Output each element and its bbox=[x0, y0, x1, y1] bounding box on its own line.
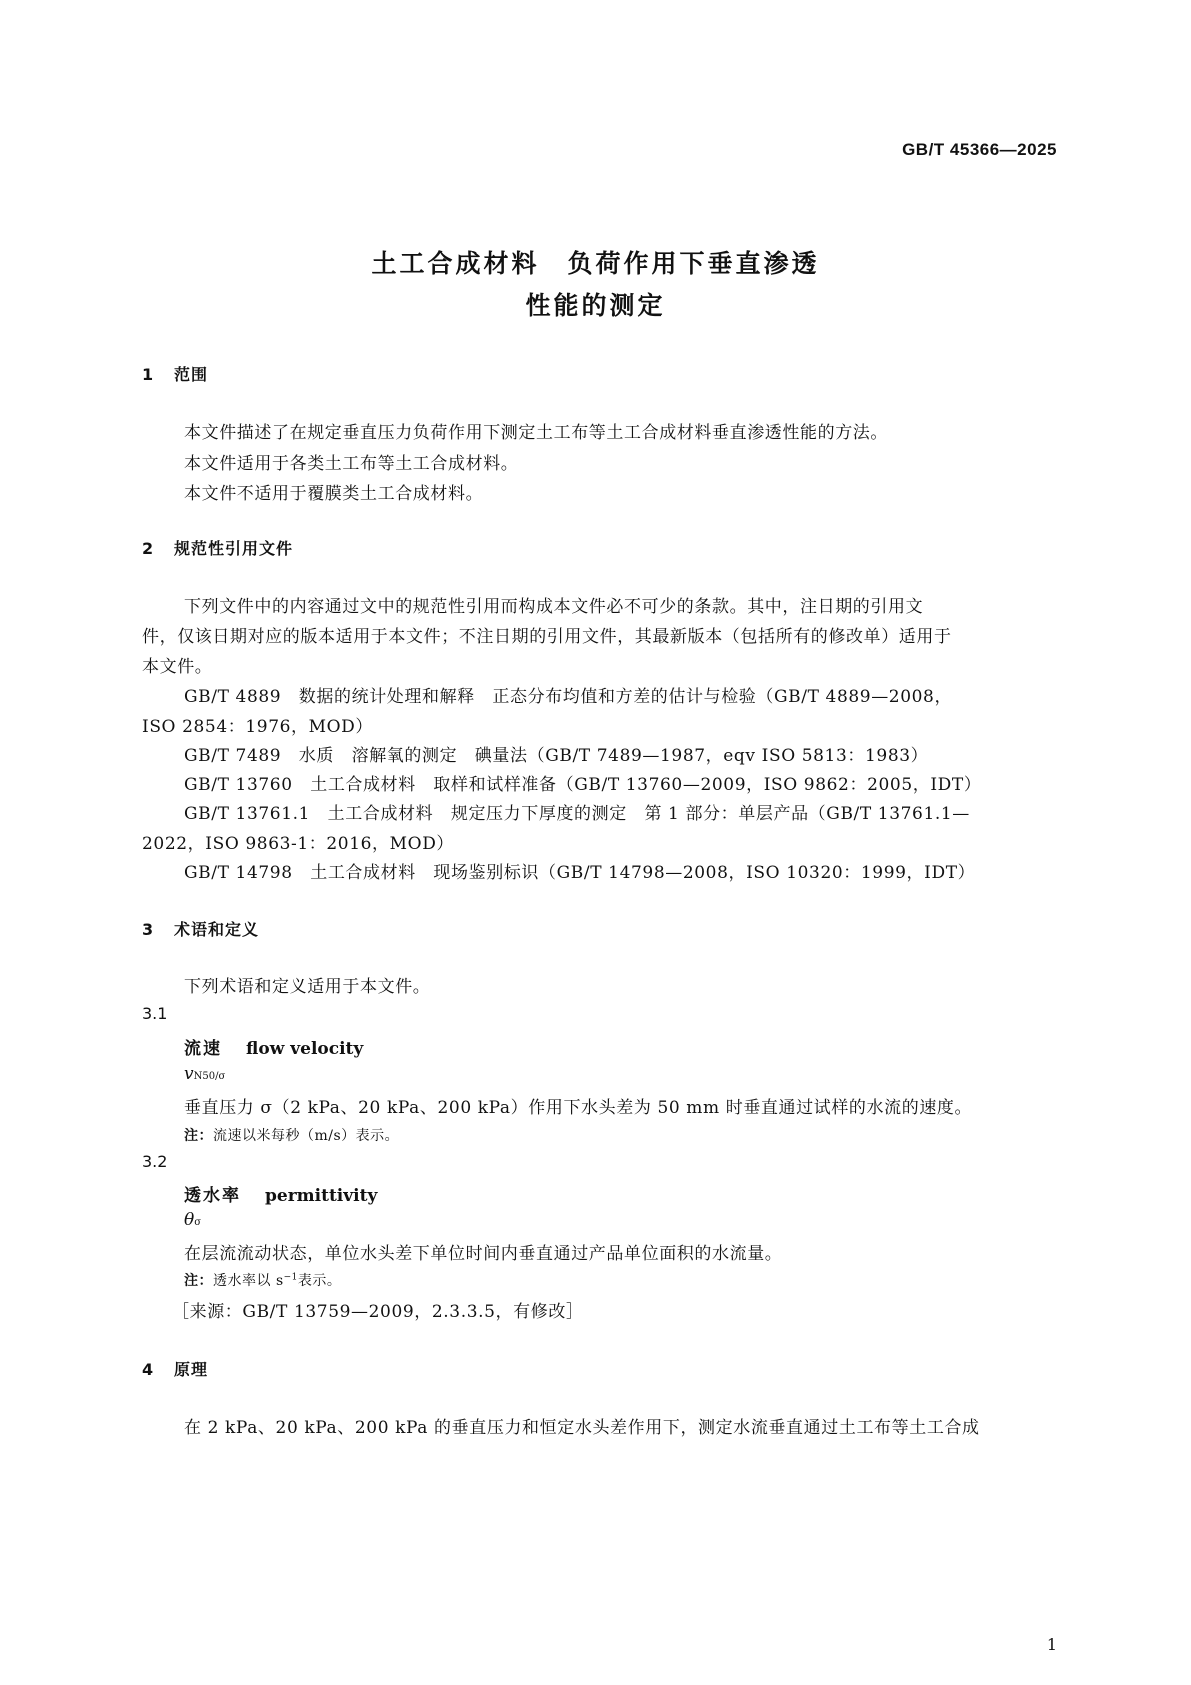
section-number: 4 bbox=[142, 1360, 155, 1379]
document-title-line2: 性能的测定 bbox=[525, 291, 666, 320]
term-number: 3.1 bbox=[142, 1004, 168, 1023]
section-heading-scope bbox=[142, 362, 208, 385]
section-title: 规范性引用文件 bbox=[174, 539, 294, 558]
paragraph: 本文件。 bbox=[142, 657, 213, 677]
section-number: 3 bbox=[142, 920, 155, 939]
section-title: 范围 bbox=[174, 365, 209, 384]
section-heading-principle bbox=[142, 1357, 208, 1380]
term-definition: 垂直压力 σ（2 kPa、20 kPa、200 kPa）作用下水头差为 50 mm 时垂直通过试样的水流的速度。 bbox=[184, 1098, 973, 1118]
term-definition: 在层流流动状态，单位水头差下单位时间内垂直通过产品单位面积的水流量。 bbox=[184, 1244, 783, 1264]
paragraph: 本文件描述了在规定垂直压力负荷作用下测定土工布等土工合成材料垂直渗透性能的方法。 bbox=[184, 423, 888, 443]
symbol-main: θ bbox=[184, 1210, 195, 1230]
reference-item: GB/T 7489 水质 溶解氧的测定 碘量法（GB/T 7489—1987，eqv ISO 5813：1983） bbox=[184, 746, 929, 766]
paragraph: 本文件不适用于覆膜类土工合成材料。 bbox=[184, 484, 484, 504]
paragraph: 件，仅该日期对应的版本适用于本文件；不注日期的引用文件，其最新版本（包括所有的修改单）适用于 bbox=[142, 627, 952, 647]
reference-item: GB/T 13760 土工合成材料 取样和试样准备（GB/T 13760—2009，ISO 9862：2005，IDT） bbox=[184, 775, 982, 795]
symbol-main: v bbox=[184, 1064, 194, 1084]
section-heading-terms bbox=[142, 917, 259, 940]
reference-item: GB/T 14798 土工合成材料 现场鉴别标识（GB/T 14798—2008，ISO 10320：1999，IDT） bbox=[184, 863, 976, 883]
section-title: 术语和定义 bbox=[174, 920, 260, 939]
term-symbol bbox=[184, 1064, 225, 1084]
note-label: 注： bbox=[184, 1128, 213, 1144]
note-text: 流速以米每秒（m/s）表示。 bbox=[213, 1128, 400, 1144]
term-cn: 流速 bbox=[184, 1039, 222, 1059]
document-title-line1: 土工合成材料 负荷作用下垂直渗透 bbox=[371, 249, 820, 278]
symbol-subscript: N50/σ bbox=[193, 1071, 226, 1082]
term-number: 3.2 bbox=[142, 1152, 168, 1171]
reference-item: GB/T 4889 数据的统计处理和解释 正态分布均值和方差的估计与检验（GB/T 4889—2008， bbox=[184, 687, 953, 707]
note-text: 表示。 bbox=[297, 1273, 342, 1289]
section-heading-normative-references bbox=[142, 536, 293, 559]
term-en: permittivity bbox=[265, 1186, 378, 1206]
reference-item: GB/T 13761.1 土工合成材料 规定压力下厚度的测定 第 1 部分：单层产品（GB/T 13761.1— bbox=[184, 804, 970, 824]
section-title: 原理 bbox=[174, 1360, 209, 1379]
section-number: 2 bbox=[142, 539, 155, 558]
symbol-subscript: σ bbox=[194, 1217, 202, 1228]
standard-number: GB/T 45366—2025 bbox=[902, 140, 1057, 159]
paragraph: 本文件适用于各类土工布等土工合成材料。 bbox=[184, 454, 519, 474]
section-number: 1 bbox=[142, 365, 155, 384]
paragraph: 在 2 kPa、20 kPa、200 kPa 的垂直压力和恒定水头差作用下，测定水流垂直通过土工布等土工合成 bbox=[184, 1418, 980, 1438]
reference-item: ISO 2854：1976，MOD） bbox=[142, 717, 374, 737]
term-flow-velocity bbox=[184, 1034, 363, 1059]
paragraph: 下列文件中的内容通过文中的规范性引用而构成本文件必不可少的条款。其中，注日期的引用文 bbox=[184, 597, 924, 617]
term-note bbox=[184, 1270, 341, 1290]
page-number: 1 bbox=[1046, 1635, 1057, 1654]
note-text: 透水率以 s bbox=[213, 1273, 284, 1289]
term-en: flow velocity bbox=[246, 1039, 364, 1059]
reference-item: 2022，ISO 9863-1：2016，MOD） bbox=[142, 834, 455, 854]
term-note bbox=[184, 1125, 399, 1145]
note-label: 注： bbox=[184, 1273, 213, 1289]
note-superscript: −1 bbox=[283, 1272, 298, 1283]
term-source: ［来源：GB/T 13759—2009，2.3.3.5，有修改］ bbox=[172, 1302, 584, 1322]
term-cn: 透水率 bbox=[184, 1186, 241, 1206]
term-symbol bbox=[184, 1210, 201, 1230]
term-permittivity bbox=[184, 1181, 377, 1206]
paragraph: 下列术语和定义适用于本文件。 bbox=[184, 977, 431, 997]
